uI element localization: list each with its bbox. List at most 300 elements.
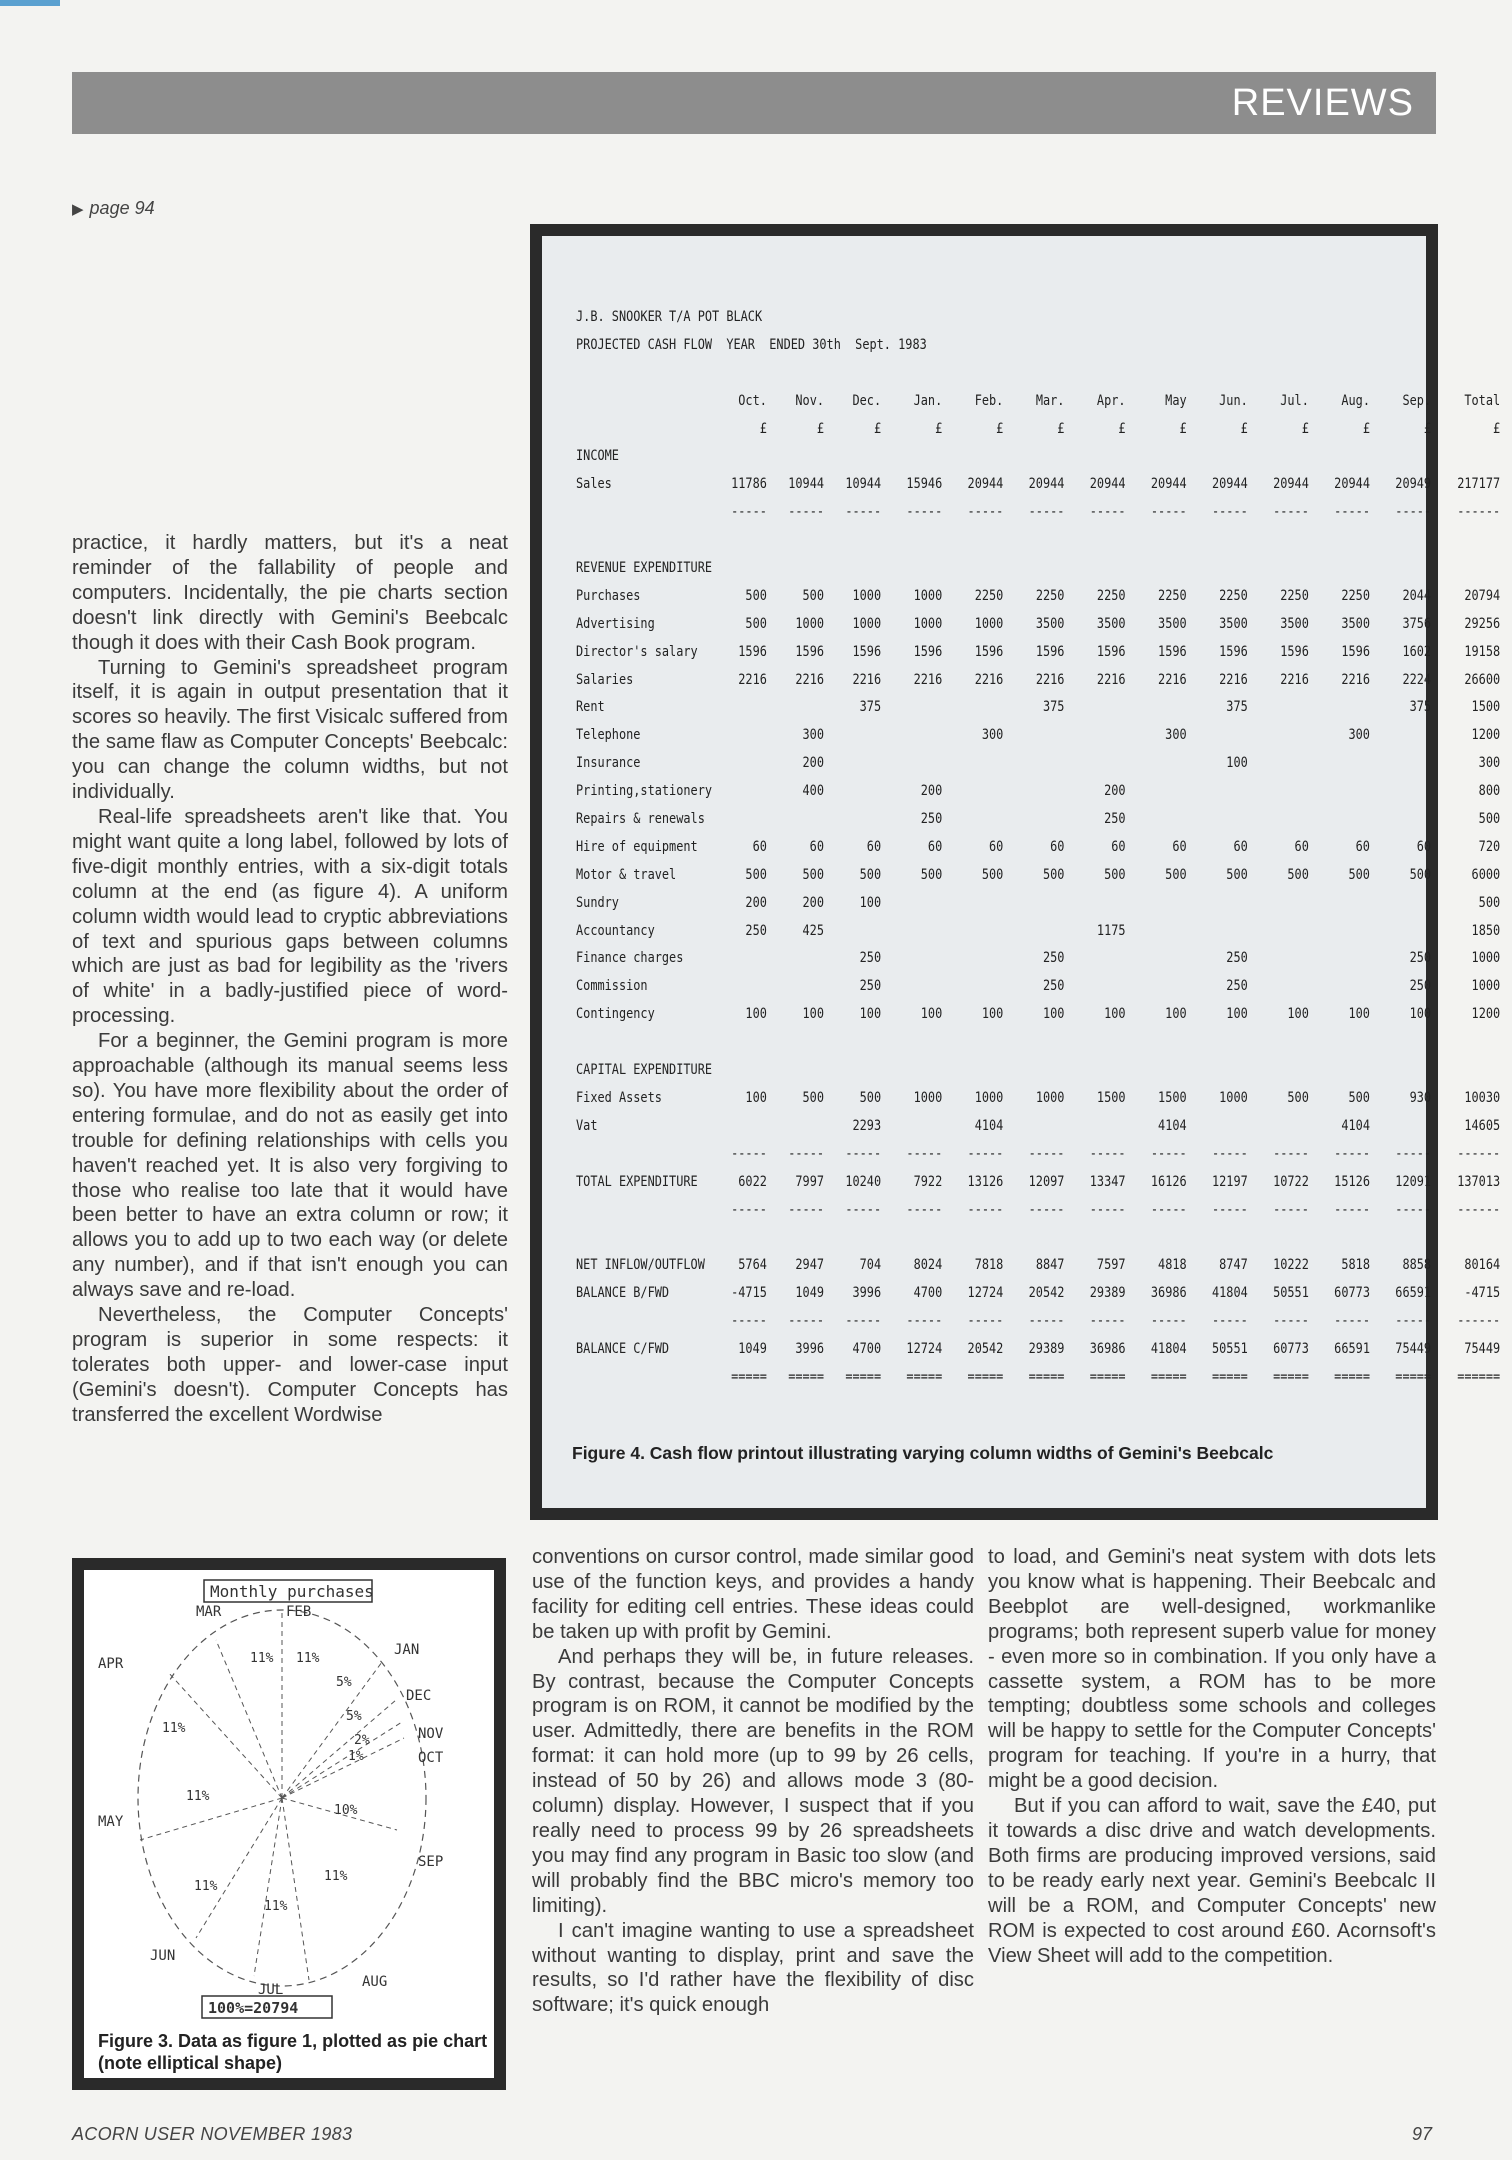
printout-row	[576, 778, 1501, 806]
printout-cell: 375	[1409, 699, 1432, 716]
printout-cell: 66591	[1395, 1285, 1432, 1302]
printout-cell: 10722	[1273, 1173, 1309, 1190]
pie-chart-svg	[84, 1570, 494, 2028]
page-number: 97	[1412, 2124, 1433, 2144]
printout-cell: £	[816, 420, 825, 437]
printout-cell: 2947	[795, 1257, 825, 1274]
printout-cell: 3500	[1341, 615, 1370, 632]
pie-slice-label: DEC	[406, 1688, 432, 1704]
printout-cell: Oct.	[738, 392, 767, 409]
printout-cell: 1850	[1471, 922, 1501, 939]
printout-cell: 3500	[1096, 615, 1126, 632]
printout-cell: 8858	[1402, 1257, 1432, 1274]
paragraph: practice, it hardly matters, but it's a neat reminder of the fallability of people and computers. Incidentally, the pie charts section doesn't link directly with Gemini's Beebcalc though it does with their Cash Book program.	[72, 532, 508, 654]
printout-cell: 2250	[1341, 587, 1370, 604]
printout-cell: 2224	[1402, 671, 1432, 688]
printout-cell: 8747	[1219, 1257, 1248, 1274]
pie-slice-divider	[140, 1798, 282, 1840]
pie-slice-percent: 11%	[250, 1651, 274, 1666]
printout-row	[576, 471, 1501, 499]
printout-cell: -4715	[1464, 1285, 1501, 1302]
printout-cell: 2216	[913, 671, 943, 688]
printout-cell: 7997	[795, 1173, 825, 1190]
printout-row-label: Motor & travel	[576, 866, 677, 883]
printout-cell: 1000	[913, 615, 943, 632]
printout-cell: £	[1362, 420, 1370, 437]
printout-row	[576, 973, 1501, 1001]
printout-row	[576, 1029, 1386, 1057]
continued-from-reference	[72, 198, 155, 219]
printout-cell: -4715	[731, 1285, 767, 1302]
printout-cell: -----	[967, 1313, 1004, 1330]
section-header-bar	[72, 72, 1436, 134]
printout-cell: 4104	[1158, 1117, 1187, 1134]
pie-slice-label: JAN	[394, 1642, 420, 1658]
printout-row	[576, 1057, 1386, 1085]
printout-row-label: CAPITAL EXPENDITURE	[576, 1062, 713, 1079]
printout-row	[576, 1197, 1501, 1225]
printout-row-label: Commission	[576, 978, 648, 995]
printout-cell: 3756	[1402, 615, 1432, 632]
figure-3-caption: Figure 3. Data as figure 1, plotted as pie chart (note elliptical shape)	[98, 2031, 488, 2073]
printout-cell: =====	[967, 1368, 1004, 1385]
printout-cell: 12724	[967, 1285, 1004, 1302]
pie-slice-label: AUG	[362, 1974, 388, 1990]
printout-cell: 1500	[1158, 1089, 1187, 1106]
printout-cell: 500	[1287, 1089, 1309, 1106]
printout-cell: -----	[788, 1201, 825, 1218]
printout-cell: -----	[906, 504, 943, 521]
printout-cell: -----	[788, 504, 825, 521]
pie-slice-divider	[282, 1722, 402, 1798]
printout-cell: £	[1179, 420, 1187, 437]
printout-cell: 100	[859, 894, 882, 911]
printout-cell: 4104	[1341, 1117, 1370, 1134]
printout-cell: £	[1240, 420, 1248, 437]
pie-slice-divider	[254, 1798, 282, 1976]
printout-cell: -----	[1211, 1201, 1248, 1218]
printout-cell: =====	[1150, 1368, 1187, 1385]
printout-cell: 1000	[1471, 978, 1501, 995]
printout-cell: 425	[802, 922, 825, 939]
printout-row-label: Printing,stationery	[576, 783, 713, 800]
printout-cell: 20944	[1089, 476, 1126, 493]
printout-cell: 300	[1348, 727, 1370, 744]
printout-cell: 200	[745, 894, 767, 911]
printout-cell: £	[873, 420, 882, 437]
printout-cell: 2216	[1280, 671, 1309, 688]
printout-cell: =====	[1089, 1368, 1126, 1385]
printout-row	[576, 750, 1501, 778]
printout-cell: 3500	[1158, 615, 1187, 632]
printout-cell: 1000	[1219, 1089, 1248, 1106]
printout-cell: 250	[1042, 978, 1065, 995]
page-edge-mark	[0, 0, 60, 6]
figure-4-caption: Figure 4. Cash flow printout illustrating varying column widths of Gemini's Beebcalc	[572, 1443, 1274, 1463]
printout-cell: 10222	[1273, 1257, 1309, 1274]
printout-cell: 100	[1226, 755, 1248, 772]
printout-row	[576, 1141, 1501, 1169]
printout-cell: 375	[1042, 699, 1065, 716]
printout-cell: 60	[1172, 838, 1187, 855]
printout-cell: 12097	[1028, 1173, 1065, 1190]
printout-cell: -----	[967, 504, 1004, 521]
printout-row-label: BALANCE B/FWD	[576, 1285, 670, 1302]
printout-cell: 20944	[1273, 476, 1309, 493]
printout-cell: 60773	[1334, 1285, 1370, 1302]
pie-slice-label: SEP	[418, 1854, 444, 1870]
printout-cell: 20944	[967, 476, 1004, 493]
pie-slice-percent: 11%	[186, 1789, 210, 1804]
paragraph: But if you can afford to wait, save the £40, put it towards a disc drive and watch developments. Both firms are producing improved versions, said to be ready early next year. Gemini's Beebcalc II will be a ROM, and Computer Concepts' new ROM is expected to cost around £60. Acornsoft's View Sheet will add to the competition.	[988, 1795, 1436, 1967]
printout-cell: 1596	[1158, 643, 1187, 660]
printout-cell: 1000	[974, 615, 1004, 632]
printout-row	[576, 806, 1501, 834]
printout-cell: 100	[1348, 1006, 1370, 1023]
printout-row-label: TOTAL EXPENDITURE	[576, 1173, 698, 1190]
printout-cell: 1596	[795, 643, 825, 660]
printout-cell: £	[1423, 420, 1432, 437]
printout-cell: 1000	[913, 1089, 943, 1106]
paragraph: I can't imagine wanting to use a spreadsheet without wanting to display, print and save the results, so I'd rather have the flexibility of disc software; it's quick enough	[532, 1919, 974, 2017]
printout-cell: 200	[802, 755, 825, 772]
printout-cell: =====	[1028, 1368, 1065, 1385]
printout-cell: -----	[1089, 1145, 1126, 1162]
printout-cell: 930	[1409, 1089, 1432, 1106]
pie-footer: 100%=20794	[208, 1999, 299, 2017]
printout-row-label: Rent	[576, 699, 605, 716]
printout-cell: 20542	[1028, 1285, 1065, 1302]
printout-row	[576, 1224, 1386, 1252]
printout-row	[576, 722, 1501, 750]
printout-cell: 7818	[974, 1257, 1004, 1274]
printout-cell: 29256	[1464, 615, 1501, 632]
printout-cell: =====	[731, 1368, 767, 1385]
printout-cell: Mar.	[1035, 392, 1065, 409]
printout-row-label: INCOME	[576, 448, 619, 465]
printout-cell: £	[935, 420, 943, 437]
printout-cell: -----	[845, 1313, 882, 1330]
printout-cell: ------	[1457, 1145, 1501, 1162]
printout-row	[576, 945, 1501, 973]
printout-cell: 100	[981, 1006, 1004, 1023]
printout-cell: -----	[1089, 504, 1126, 521]
printout-cell: 3500	[1219, 615, 1248, 632]
publication-footer: ACORN USER NOVEMBER 1983	[72, 2124, 353, 2144]
printout-cell: 14605	[1464, 1117, 1501, 1134]
printout-cell: 100	[1165, 1006, 1187, 1023]
printout-cell: 250	[1226, 978, 1248, 995]
printout-cell: ======	[1457, 1368, 1501, 1385]
printout-cell: 12724	[906, 1340, 943, 1357]
printout-cell: -----	[1395, 504, 1432, 521]
printout-cell: 3996	[852, 1285, 882, 1302]
printout-cell: 250	[1104, 811, 1126, 828]
pie-slice-label: NOV	[418, 1726, 444, 1742]
printout-row	[576, 304, 1386, 332]
printout-row	[576, 1364, 1501, 1392]
printout-cell: ------	[1457, 1201, 1501, 1218]
printout-cell: 1000	[974, 1089, 1004, 1106]
printout-cell: 29389	[1028, 1340, 1065, 1357]
printout-cell: 12197	[1211, 1173, 1248, 1190]
printout-cell: 400	[802, 783, 825, 800]
printout-row	[576, 862, 1501, 890]
printout-cell: -----	[1334, 504, 1370, 521]
printout-row-label: Fixed Assets	[576, 1089, 662, 1106]
printout-row	[576, 332, 1386, 360]
printout-cell: 15946	[906, 476, 943, 493]
printout-cell: 41804	[1211, 1285, 1248, 1302]
printout-cell: -----	[845, 1145, 882, 1162]
printout-cell: 500	[1287, 866, 1309, 883]
article-column-2	[532, 1545, 974, 2018]
printout-cell: 1596	[1219, 643, 1248, 660]
printout-cell: 7922	[913, 1173, 943, 1190]
printout-cell: -----	[1334, 1313, 1370, 1330]
printout-cell: Jul.	[1280, 392, 1309, 409]
printout-cell: 375	[1226, 699, 1248, 716]
printout-cell: 250	[1042, 950, 1065, 967]
printout-row-label: Insurance	[576, 755, 641, 772]
printout-row	[576, 639, 1501, 667]
printout-cell: 100	[920, 1006, 943, 1023]
printout-cell: 704	[859, 1257, 882, 1274]
printout-row-label: BALANCE C/FWD	[576, 1340, 670, 1357]
printout-cell: 100	[1042, 1006, 1065, 1023]
printout-cell: 20944	[1334, 476, 1370, 493]
page-ref-text: page 94	[89, 198, 155, 218]
printout-cell: 1596	[1035, 643, 1065, 660]
pie-slice-label: FEB	[286, 1604, 312, 1620]
printout-cell: 100	[1287, 1006, 1309, 1023]
printout-cell: 2216	[738, 671, 767, 688]
printout-row-label: Accountancy	[576, 922, 655, 939]
printout-cell: 66591	[1334, 1340, 1370, 1357]
printout-cell: 250	[920, 811, 943, 828]
printout-cell: 3500	[1280, 615, 1309, 632]
printout-cell: -----	[731, 1313, 767, 1330]
printout-cell: 137013	[1457, 1173, 1501, 1190]
printout-cell: 100	[745, 1006, 767, 1023]
pie-slice-divider	[282, 1738, 404, 1798]
printout-cell: 1596	[1280, 643, 1309, 660]
printout-cell: 60	[1294, 838, 1309, 855]
printout-cell: 500	[859, 866, 882, 883]
printout-cell: 8024	[913, 1257, 943, 1274]
figure-4-cash-flow	[530, 224, 1501, 1520]
printout-cell: 200	[920, 783, 943, 800]
paragraph: Real-life spreadsheets aren't like that. You might want quite a long label, followed by lots of five-digit monthly entries, with a six-digit totals column at the end (as figure 4). A uniform column width would lead to cryptic abbreviations of text and spurious gaps between columns which are just as bad for legibility as the 'rivers of white' in a badly-justified piece of word-processing.	[72, 805, 508, 1028]
printout-cell: 1049	[795, 1285, 825, 1302]
printout-cell: -----	[731, 1201, 767, 1218]
printout-cell: =====	[1211, 1368, 1248, 1385]
printout-row-label: Telephone	[576, 727, 641, 744]
printout-cell: 100	[802, 1006, 825, 1023]
printout-cell: 1200	[1471, 1006, 1501, 1023]
printout-row	[576, 1308, 1501, 1336]
printout-cell: 2216	[1341, 671, 1370, 688]
printout-cell: 300	[802, 727, 825, 744]
pie-slice-percent: 11%	[296, 1651, 320, 1666]
printout-cell: 3500	[1035, 615, 1065, 632]
printout-cell: 100	[859, 1006, 882, 1023]
printout-cell: -----	[906, 1313, 943, 1330]
printout-cell: 1000	[913, 587, 943, 604]
printout-cell: 20944	[1028, 476, 1065, 493]
printout-cell: 60	[1050, 838, 1065, 855]
printout-cell: 500	[802, 587, 825, 604]
printout-cell: 250	[859, 950, 882, 967]
printout-cell: 75449	[1395, 1340, 1432, 1357]
pie-slice-percent: 2%	[354, 1733, 370, 1748]
printout-cell: Jun.	[1219, 392, 1248, 409]
printout-cell: -----	[788, 1145, 825, 1162]
printout-cell: 60	[866, 838, 882, 855]
printout-row	[576, 1001, 1501, 1029]
printout-row	[576, 527, 1386, 555]
printout-cell: 500	[1409, 866, 1432, 883]
printout-cell: 1596	[852, 643, 882, 660]
printout-row-label: Sales	[576, 476, 612, 493]
printout-cell: 20794	[1464, 587, 1501, 604]
printout-cell: 100	[745, 1089, 767, 1106]
printout-cell: Nov.	[795, 392, 825, 409]
pie-slice-percent: 11%	[194, 1879, 218, 1894]
printout-cell: 15126	[1334, 1173, 1370, 1190]
printout-cell: 500	[920, 866, 943, 883]
printout-cell: -----	[1028, 504, 1065, 521]
printout-cell: 500	[1348, 1089, 1370, 1106]
section-title: REVIEWS	[1231, 82, 1414, 124]
printout-cell: -----	[845, 1201, 882, 1218]
printout-cell: 500	[1478, 894, 1501, 911]
printout-cell: =====	[788, 1368, 825, 1385]
printout-cell: May	[1165, 392, 1187, 409]
printout-cell: 2216	[974, 671, 1004, 688]
printout-cell: -----	[1395, 1145, 1432, 1162]
printout-cell: 10944	[845, 476, 882, 493]
printout-row	[576, 583, 1501, 611]
printout-cell: 5818	[1341, 1257, 1370, 1274]
printout-row	[576, 918, 1501, 946]
printout-cell: -----	[1334, 1201, 1370, 1218]
pie-slice-label: JUL	[258, 1982, 284, 1998]
printout-cell: -----	[1273, 1145, 1309, 1162]
pie-slice-percent: 1%	[348, 1749, 364, 1764]
pie-slice-percent: 11%	[324, 1869, 348, 1884]
printout-cell: -----	[1150, 1145, 1187, 1162]
printout-cell: 1596	[1341, 643, 1370, 660]
printout-cell: 26600	[1464, 671, 1501, 688]
pie-slice-divider	[282, 1798, 309, 1980]
printout-cell: 60	[1111, 838, 1126, 855]
printout-cell: =====	[906, 1368, 943, 1385]
printout-cell: 100	[1409, 1006, 1432, 1023]
printout-cell: 250	[745, 922, 767, 939]
pie-slice-percent: 11%	[162, 1721, 186, 1736]
printout-cell: 10944	[788, 476, 825, 493]
printout-cell: 11786	[731, 476, 767, 493]
printout-cell: -----	[845, 504, 882, 521]
printout-row	[576, 388, 1501, 416]
printout-cell: 1000	[1035, 1089, 1065, 1106]
printout-cell: 2250	[1219, 587, 1248, 604]
printout-cell: 1500	[1096, 1089, 1126, 1106]
printout-cell: 500	[802, 1089, 825, 1106]
printout-cell: £	[759, 420, 767, 437]
pie-slice-percent: 10%	[334, 1803, 358, 1818]
printout-cell: 60	[1416, 838, 1432, 855]
printout-cell: 6022	[738, 1173, 767, 1190]
printout-cell: 375	[859, 699, 882, 716]
printout-cell: 2216	[1219, 671, 1248, 688]
printout-cell: 2216	[795, 671, 825, 688]
printout-cell: 36986	[1089, 1340, 1126, 1357]
printout-cell: 1000	[852, 615, 882, 632]
printout-cell: £	[1118, 420, 1126, 437]
printout-cell: 250	[1409, 978, 1432, 995]
printout-cell: Jan.	[913, 392, 943, 409]
printout-cell: 100	[1104, 1006, 1126, 1023]
printout-cell: 13126	[967, 1173, 1004, 1190]
printout-cell: 2216	[1035, 671, 1065, 688]
printout-cell: 16126	[1150, 1173, 1187, 1190]
printout-cell: 500	[859, 1089, 882, 1106]
paragraph: For a beginner, the Gemini program is more approachable (although its manual seems less so). You have more flexibility about the order of entering formulae, and do not as easily get into trouble for defining relationships with cells you haven't reached yet. It is also very forgiving to those who realise too late that it would have been better to have an extra column or row; it allows you to add up to two each way (or delete any number), and if that isn't enough you can always save and re-load.	[72, 1030, 508, 1302]
pie-title: Monthly purchases	[210, 1582, 374, 1601]
pie-slice-divider	[196, 1798, 282, 1938]
printout-row	[576, 1113, 1501, 1141]
printout-cell: 75449	[1464, 1340, 1501, 1357]
printout-cell: -----	[1150, 1313, 1187, 1330]
cash-flow-printout	[576, 304, 1501, 1392]
paragraph: Turning to Gemini's spreadsheet program itself, it is again in output presentation that it scores so heavily. The first Visicalc suffered from the same flaw as Computer Concepts' Beebcalc: you can change the column widths, but not individually.	[72, 656, 508, 804]
printout-cell: 1596	[913, 643, 943, 660]
printout-cell: 100	[1226, 1006, 1248, 1023]
printout-cell: 500	[1226, 866, 1248, 883]
paragraph: Nevertheless, the Computer Concepts' program is superior in some respects: it tolerates both upper- and lower-case input (Gemini's doesn't). Computer Concepts has transferred the excellent Wordwise	[72, 1304, 508, 1426]
article-column-1	[72, 531, 508, 1428]
printout-cell: -----	[906, 1145, 943, 1162]
printout-cell: =====	[1273, 1368, 1309, 1385]
printout-row	[576, 1169, 1501, 1197]
printout-cell: 13347	[1089, 1173, 1126, 1190]
printout-cell: 60	[809, 838, 825, 855]
printout-cell: -----	[1334, 1145, 1370, 1162]
printout-row	[576, 834, 1501, 862]
printout-row-label: PROJECTED CASH FLOW YEAR ENDED 30th Sept. 1983	[576, 336, 927, 353]
pie-slice-divider	[282, 1700, 396, 1798]
printout-cell: 20944	[1150, 476, 1187, 493]
printout-cell: -----	[1273, 1313, 1309, 1330]
printout-row-label: Director's salary	[576, 643, 698, 660]
printout-cell: 60	[1233, 838, 1248, 855]
printout-cell: 2044	[1402, 587, 1432, 604]
printout-cell: Dec.	[852, 392, 882, 409]
pie-slice-label: JUN	[150, 1948, 176, 1964]
printout-row	[576, 890, 1501, 918]
printout-row-label: J.B. SNOOKER T/A POT BLACK	[576, 309, 763, 325]
printout-cell: -----	[1211, 1145, 1248, 1162]
printout-cell: 4700	[852, 1340, 882, 1357]
printout-cell: 4700	[913, 1285, 943, 1302]
pie-slice-label: APR	[98, 1656, 124, 1672]
printout-row-label: Salaries	[576, 671, 634, 688]
printout-cell: -----	[967, 1145, 1004, 1162]
printout-cell: 200	[1104, 783, 1126, 800]
printout-cell: 4104	[974, 1117, 1004, 1134]
